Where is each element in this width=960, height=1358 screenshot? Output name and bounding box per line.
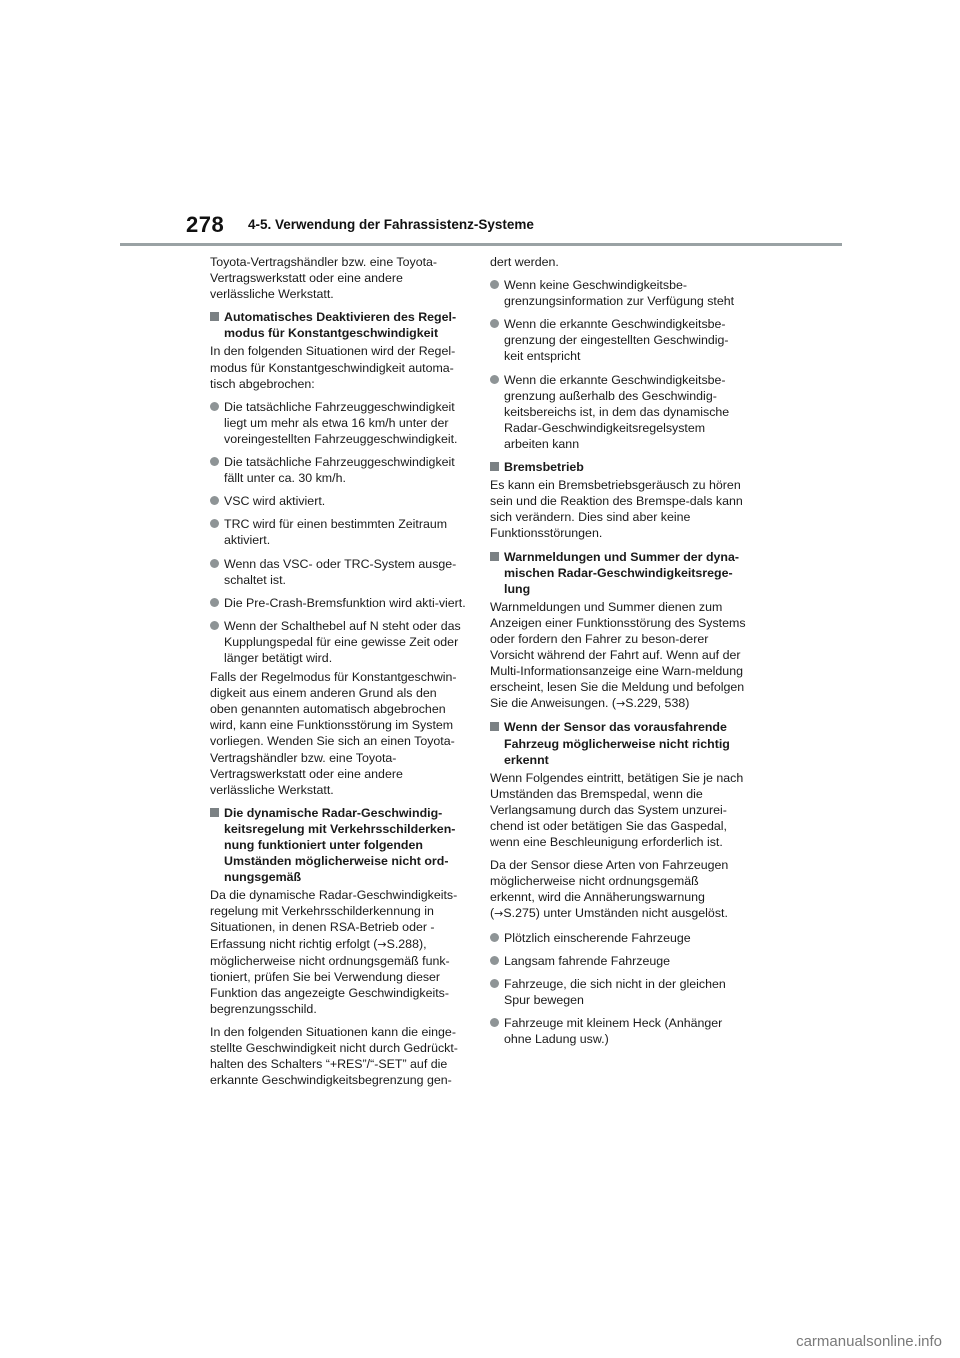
square-icon (490, 462, 499, 471)
section-heading: Bremsbetrieb (490, 459, 746, 475)
paragraph: Da die dynamische Radar-Geschwindigkeits-regelung mit Verkehrsschilderkennung in Situationen, in denen RSA-Betrieb oder -Erfassung nicht richtig erfolgt (→S.288), möglicherweise nicht ordnungsgemäß funk-tioniert, prüfen Sie bei Verwendung dieser Funktion das angezeigte Geschwindigkeits-begrenzungsschild. (210, 888, 458, 1016)
list-item: Die tatsächliche Fahrzeuggeschwindigkeit liegt um mehr als etwa 16 km/h unter der voreingestellten Fahrzeuggeschwindigkeit. (210, 399, 466, 447)
page-reference[interactable]: S.229, 538 (625, 696, 686, 711)
page-reference[interactable]: S.275 (503, 906, 536, 921)
watermark: carmanualsonline.info (796, 1333, 942, 1350)
paragraph: Wenn Folgendes eintritt, betätigen Sie je nach Umständen das Bremspedal, wenn die Verlangsamung durch das System unzurei-chend ist oder betätigen Sie das Gaspedal, wenn eine Beschleunigung erforderlich ist. (490, 770, 744, 850)
list-item: Wenn das VSC- oder TRC-System ausge-schaltet ist. (210, 556, 466, 588)
arrow-icon: → (616, 697, 626, 711)
square-icon (490, 722, 499, 731)
list-item: Wenn die erkannte Geschwindigkeitsbe-grenzung außerhalb des Geschwindig-keitsbereichs ist, in dem das dynamische Radar-Geschwindigkeitsregelsystem arbeiten kann (490, 372, 746, 452)
arrow-icon: → (377, 937, 387, 951)
section-heading: Die dynamische Radar-Geschwindig-keitsregelung mit Verkehrsschilderken-nung funktioniert unter folgenden Umständen möglicherweise nicht ord-nungsgemäß (210, 805, 466, 885)
section-heading: Wenn der Sensor das vorausfahrende Fahrzeug möglicherweise nicht richtig erkennt (490, 719, 746, 767)
bullet-dot-icon (490, 1018, 499, 1027)
list-item: Wenn die erkannte Geschwindigkeitsbe-grenzung der eingestellten Geschwindig-keit entspricht (490, 316, 746, 364)
square-icon (490, 552, 499, 561)
bullet-dot-icon (490, 956, 499, 965)
paragraph: Warnmeldungen und Summer dienen zum Anzeigen einer Funktionsstörung des Systems oder fordern den Fahrer zu beson-derer Vorsicht während der Fahrt auf. Wenn auf der Multi-Informationsanzeige eine Warn-meldung erscheint, lesen Sie die Meldung und befolgen Sie die Anweisungen. (→S.229, 538) (490, 599, 746, 711)
arrow-icon: → (494, 907, 504, 921)
right-column (490, 254, 746, 1054)
square-icon (210, 808, 219, 817)
bullet-dot-icon (210, 457, 219, 466)
header-rule (120, 243, 842, 246)
section-heading: Automatisches Deaktivieren des Regel-modus für Konstantgeschwindigkeit (210, 309, 466, 341)
bullet-dot-icon (210, 402, 219, 411)
list-item: Plötzlich einscherende Fahrzeuge (490, 930, 746, 946)
paragraph: In den folgenden Situationen kann die einge-stellte Geschwindigkeit nicht durch Gedrückt-halten des Schalters “+RES”/“-SET” auf die erkannte Geschwindigkeitsbegrenzung gen- (210, 1025, 458, 1088)
bullet-dot-icon (210, 519, 219, 528)
paragraph: dert werden. (490, 255, 559, 269)
list-item: Langsam fahrende Fahrzeuge (490, 953, 746, 969)
bullet-dot-icon (490, 319, 499, 328)
left-column (210, 254, 466, 1095)
list-item: Die Pre-Crash-Bremsfunktion wird akti-viert. (210, 595, 466, 611)
paragraph: Da der Sensor diese Arten von Fahrzeugen möglicherweise nicht ordnungsgemäß erkennt, wird die Annäherungswarnung (→S.275) unter Umständen nicht ausgelöst. (490, 858, 729, 921)
paragraph: Es kann ein Bremsbetriebsgeräusch zu hören sein und die Reaktion des Bremspe-dals kann sich verändern. Dies sind aber keine Funktionsstörungen. (490, 478, 743, 541)
chapter-title: 4-5. Verwendung der Fahrassistenz-Systeme (248, 217, 534, 232)
page-number: 278 (186, 212, 225, 237)
bullet-dot-icon (490, 280, 499, 289)
list-item: Fahrzeuge, die sich nicht in der gleichen Spur bewegen (490, 976, 746, 1008)
section-heading: Warnmeldungen und Summer der dyna-mischen Radar-Geschwindigkeitsrege-lung (490, 549, 746, 597)
paragraph: Toyota-Vertragshändler bzw. eine Toyota-Vertragswerkstatt oder eine andere verlässliche Werkstatt. (210, 255, 438, 302)
page-header (0, 0, 960, 250)
bullet-dot-icon (210, 496, 219, 505)
bullet-dot-icon (210, 598, 219, 607)
list-item: Wenn keine Geschwindigkeitsbe-grenzungsinformation zur Verfügung steht (490, 277, 746, 309)
list-item: VSC wird aktiviert. (210, 493, 466, 509)
bullet-dot-icon (210, 621, 219, 630)
bullet-dot-icon (490, 979, 499, 988)
bullet-dot-icon (490, 933, 499, 942)
list-item: Die tatsächliche Fahrzeuggeschwindigkeit fällt unter ca. 30 km/h. (210, 454, 466, 486)
page-reference[interactable]: S.288 (386, 936, 419, 951)
list-item: Fahrzeuge mit kleinem Heck (Anhänger ohne Ladung usw.) (490, 1015, 746, 1047)
paragraph: In den folgenden Situationen wird der Regel-modus für Konstantgeschwindigkeit automa-tisch abgebrochen: (210, 344, 456, 391)
paragraph: Falls der Regelmodus für Konstantgeschwin-digkeit aus einem anderen Grund als den oben genannten automatisch abgebrochen wird, kann eine Funktionsstörung im System vorliegen. Wenden Sie sich an einen Toyota-Vertragshändler bzw. eine Toyota-Vertragswerkstatt oder eine andere verlässliche Werkstatt. (210, 670, 457, 797)
bullet-dot-icon (490, 375, 499, 384)
square-icon (210, 312, 219, 321)
bullet-dot-icon (210, 559, 219, 568)
list-item: Wenn der Schalthebel auf N steht oder das Kupplungspedal für eine gewisse Zeit oder länger betätigt wird. (210, 618, 466, 666)
list-item: TRC wird für einen bestimmten Zeitraum aktiviert. (210, 516, 466, 548)
